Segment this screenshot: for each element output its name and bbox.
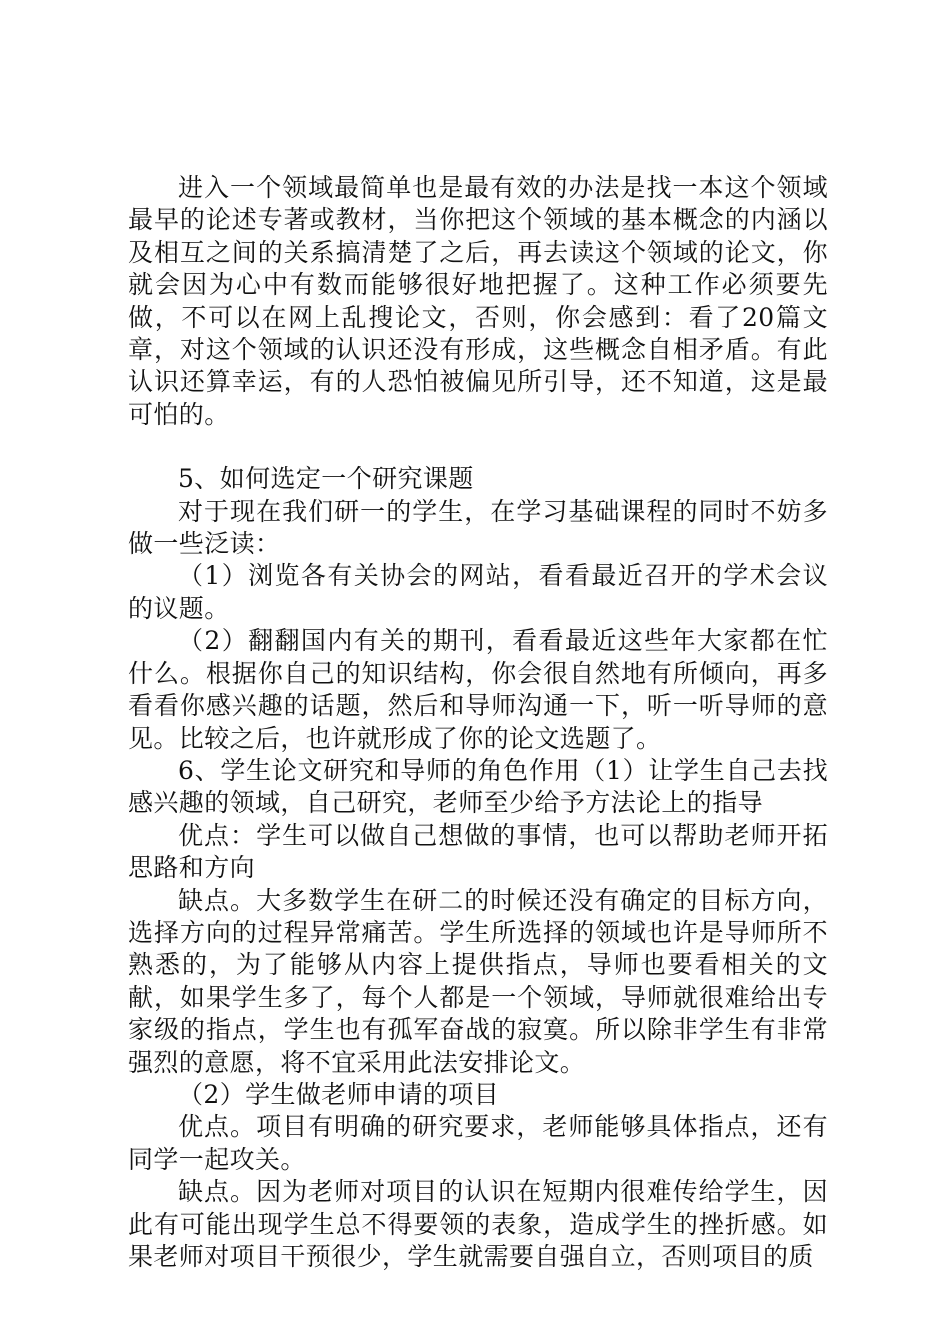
list-item-teacher-project: （2）学生做老师申请的项目 xyxy=(178,1079,500,1109)
paragraph-advantages-2: 优点。项目有明确的研究要求，老师能够具体指点，还有同学一起攻关。 xyxy=(128,1112,828,1174)
paragraph-spacer xyxy=(128,431,828,463)
list-item-browse-journals: （2）翻翻国内有关的期刊，看看最近这些年大家都在忙什么。根据你自己的知识结构，你会很自然地有所倾向，再多看看你感兴趣的话题，然后和导师沟通一下，听一听导师的意见。比较之后，也许就形成了你的论文选题了。 xyxy=(128,626,828,753)
document-page xyxy=(128,172,828,1273)
section-heading-choose-topic: 5、如何选定一个研究课题 xyxy=(178,464,474,494)
section-heading-advisor-role: 6、学生论文研究和导师的角色作用（1）让学生自己去找感兴趣的领域，自己研究，老师至少给予方法论上的指导 xyxy=(128,755,828,818)
paragraph-extensive-reading: 对于现在我们研一的学生，在学习基础课程的同时不妨多做一些泛读： xyxy=(128,496,828,559)
list-item-browse-websites: （1）浏览各有关协会的网站，看看最近召开的学术会议的议题。 xyxy=(128,561,828,623)
paragraph-field-entry-method: 进入一个领域最简单也是最有效的办法是找一本这个领域最早的论述专著或教材，当你把这个领域的基本概念的内涵以及相互之间的关系搞清楚了之后，再去读这个领域的论文，你就会因为心中有数而能够很好地把握了。这种工作必须要先做，不可以在网上乱搜论文，否则，你会感到：看了20篇文章，对这个领域的认识还没有形成，这些概念自相矛盾。有此认识还算幸运，有的人恐怕被偏见所引导，还不知道，这是最可怕的。 xyxy=(128,173,828,429)
paragraph-disadvantages-1: 缺点。大多数学生在研二的时候还没有确定的目标方向，选择方向的过程异常痛苦。学生所选择的领域也许是导师所不熟悉的，为了能够从内容上提供指点，导师也要看相关的文献，如果学生多了，每个人都是一个领域，导师就很难给出专家级的指点，学生也有孤军奋战的寂寞。所以除非学生有非常强烈的意愿，将不宜采用此法安排论文。 xyxy=(128,885,828,1077)
paragraph-disadvantages-2: 缺点。因为老师对项目的认识在短期内很难传给学生，因此有可能出现学生总不得要领的表象，造成学生的挫折感。如果老师对项目干预很少，学生就需要自强自立，否则项目的质 xyxy=(128,1177,828,1271)
paragraph-advantages-1: 优点：学生可以做自己想做的事情，也可以帮助老师开拓思路和方向 xyxy=(128,820,828,883)
